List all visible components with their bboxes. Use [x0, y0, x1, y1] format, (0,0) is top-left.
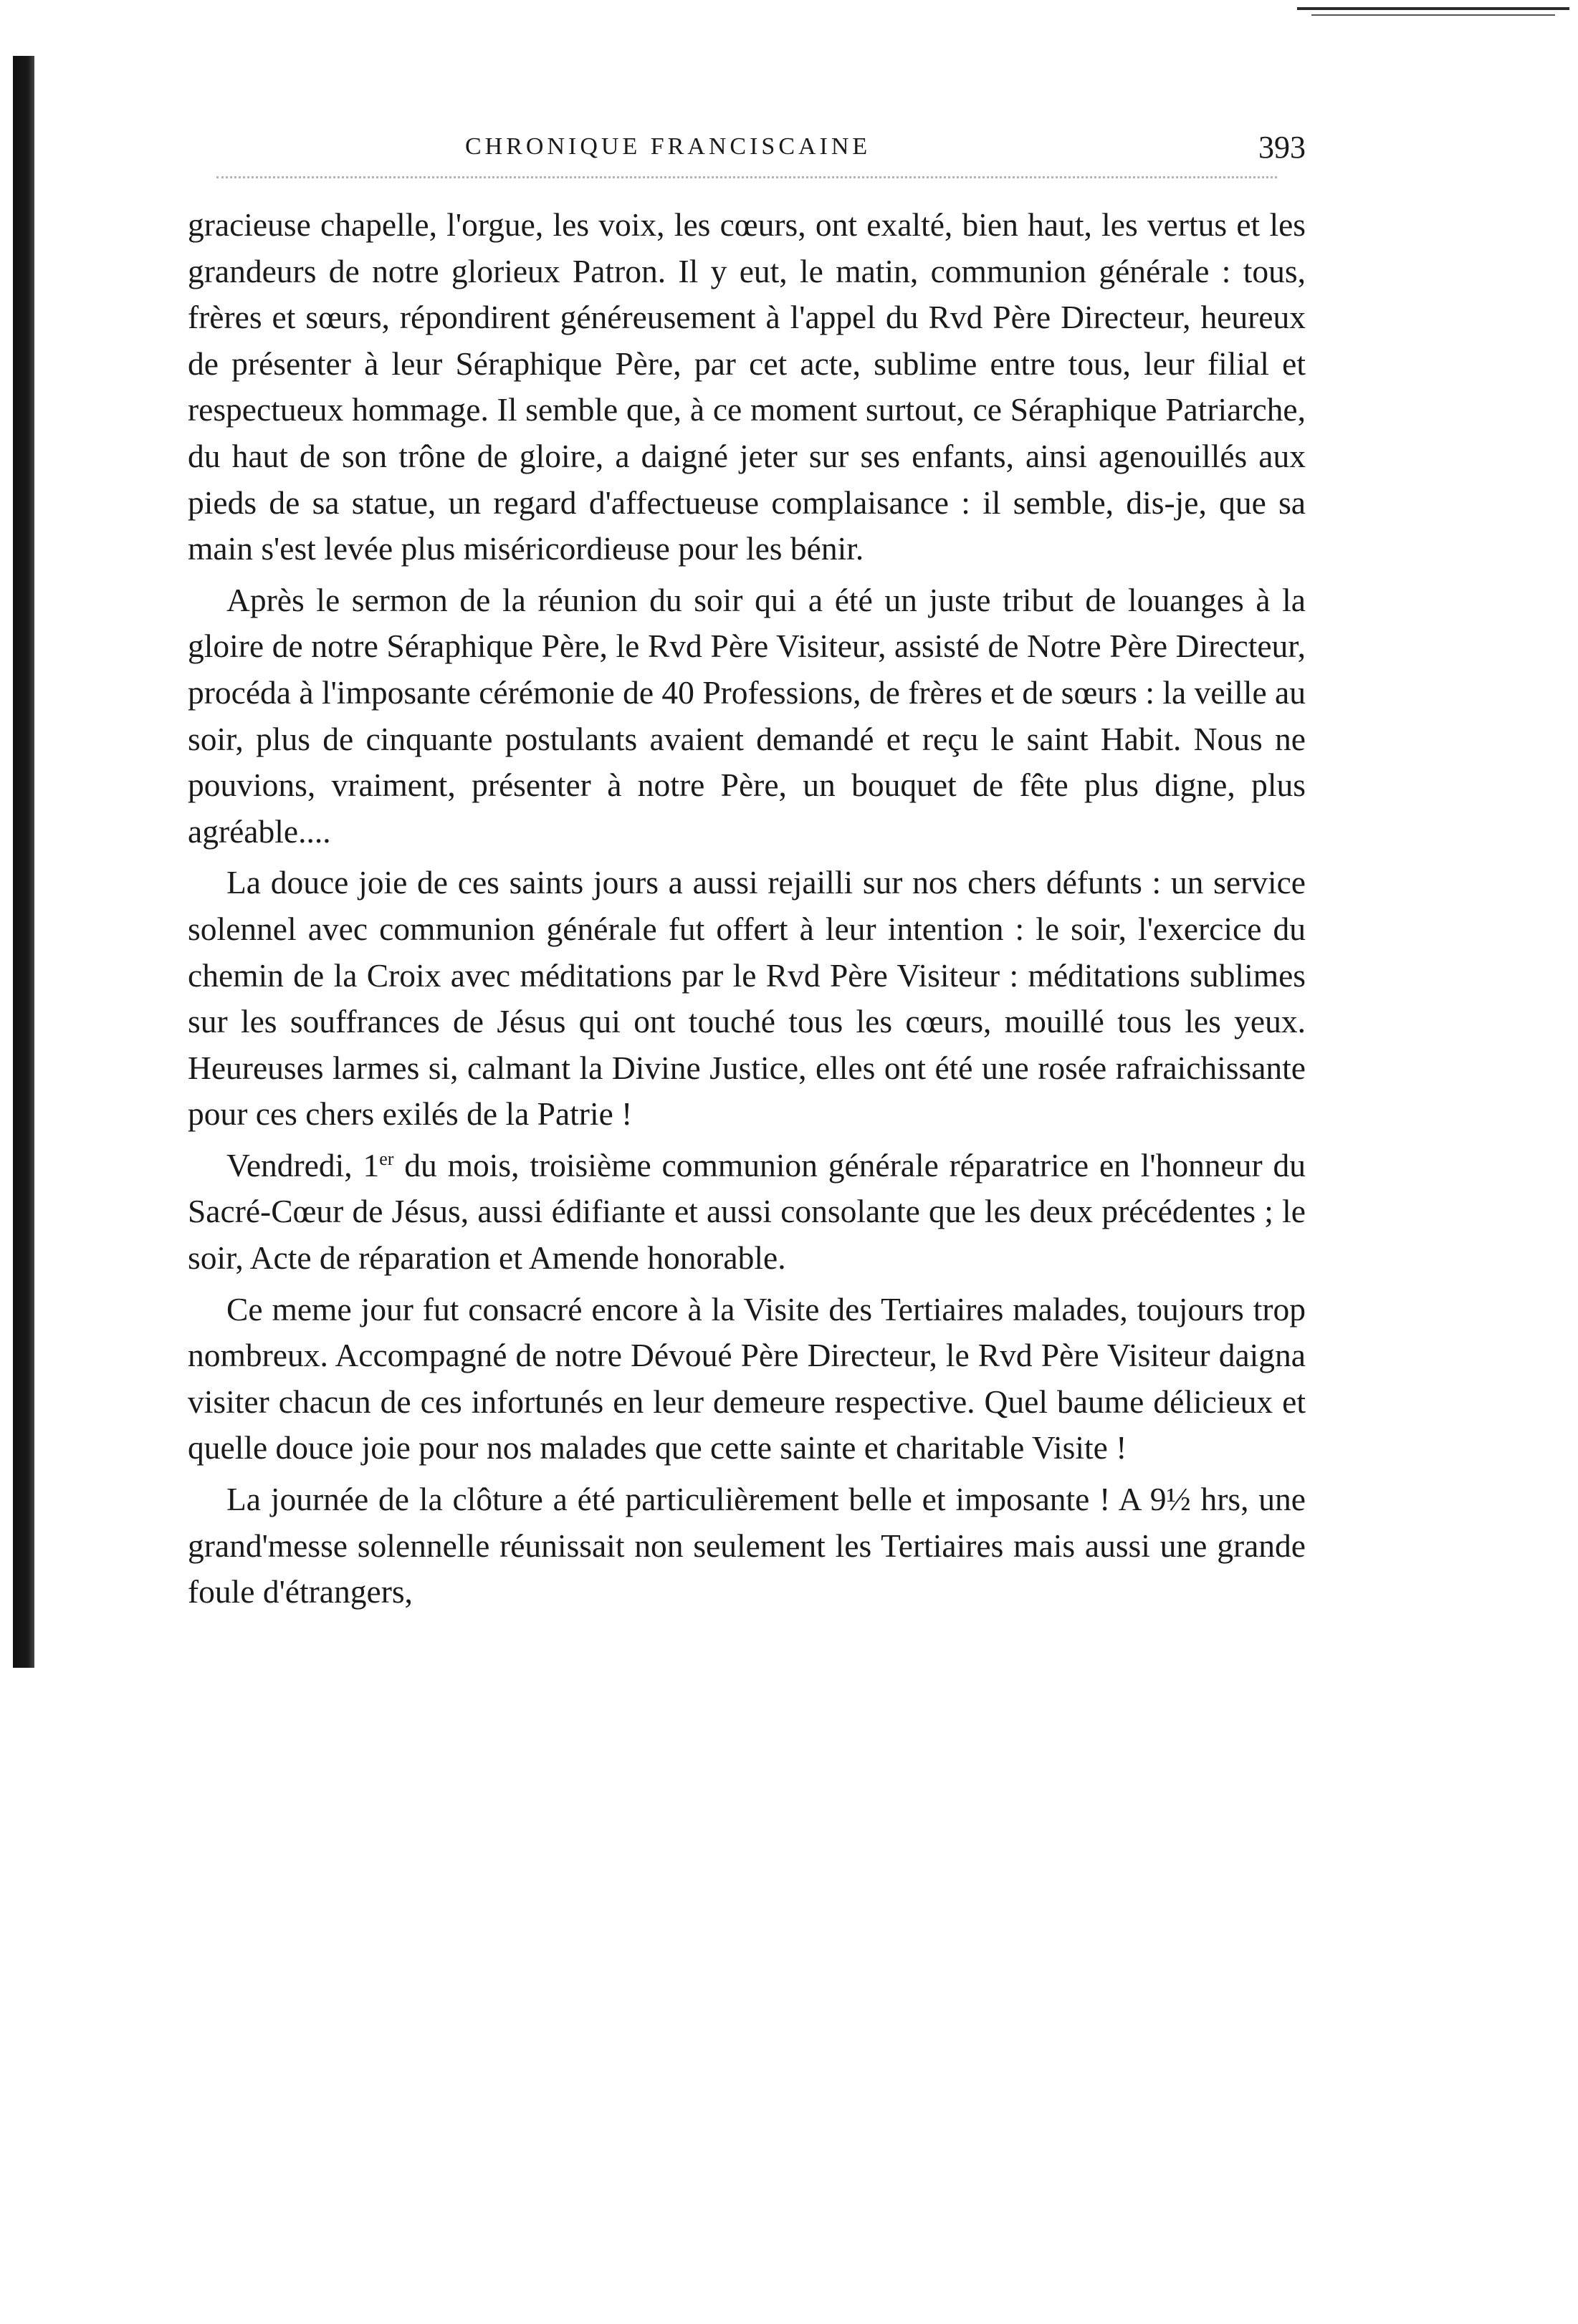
top-edge-rule — [1297, 7, 1569, 10]
header-rule — [216, 176, 1277, 178]
paragraph: Ce meme jour fut consacré encore à la Visite des Tertiaires malades, toujours trop nombreux. Accompagné de notre Dévoué Père Directeur, le Rvd Père Visiteur daigna visiter chacun de ces infortunés en leur demeure respective. Quel baume délicieux et quelle douce joie pour nos malades que cette sainte et charitable Visite ! — [188, 1290, 1306, 1466]
body-text — [188, 202, 1306, 1615]
page-binding-shadow — [13, 56, 34, 1668]
top-edge-rule-thin — [1311, 14, 1555, 16]
paragraph: La douce joie de ces saints jours a aussi rejailli sur nos chers défunts : un service solennel avec communion générale fut offert à leur intention : le soir, l'exercice du chemin de la Croix avec méditations par le Rvd Père Visiteur : méditations sublimes sur les souffrances de Jésus qui ont touché tous les cœurs, mouillé tous les yeux. Heureuses larmes si, calmant la Divine Justice, elles ont été une rosée rafraichissante pour ces chers exilés de la Patrie ! — [188, 864, 1306, 1133]
page-header — [188, 129, 1306, 172]
paragraph-text: Vendredi, 1 — [226, 1146, 380, 1183]
page-number: 393 — [1258, 130, 1306, 165]
paragraph: La journée de la clôture a été particulièrement belle et imposante ! A 9½ hrs, une grand'messe solennelle réunissait non seulement les Tertiaires mais aussi une grande foule d'étrangers, — [188, 1481, 1306, 1610]
paragraph — [188, 1143, 1306, 1282]
paragraph: Après le sermon de la réunion du soir qui a été un juste tribut de louanges à la gloire de notre Séraphique Père, le Rvd Père Visiteur, assisté de Notre Père Directeur, procéda à l'imposante cérémonie de 40 Professions, de frères et de sœurs : la veille au soir, plus de cinquante postulants avaient demandé et reçu le saint Habit. Nous ne pouvions, vraiment, présenter à notre Père, un bouquet de fête plus digne, plus agréable.... — [188, 581, 1306, 850]
paragraph-text: du mois, troisième communion générale réparatrice en l'honneur du Sacré-Cœur de Jésus, aussi édifiante et aussi consolante que les deux précédentes ; le soir, Acte de réparation et Amende honorable. — [188, 1146, 1306, 1277]
ordinal-superscript: er — [379, 1148, 394, 1169]
running-title: CHRONIQUE FRANCISCAINE — [465, 133, 871, 160]
paragraph: gracieuse chapelle, l'orgue, les voix, les cœurs, ont exalté, bien haut, les vertus et les grandeurs de notre glorieux Patron. Il y eut, le matin, communion générale : tous, frères et sœurs, répondirent généreusement à l'appel du Rvd Père Directeur, heureux de présenter à leur Séraphique Père, par cet acte, sublime entre tous, leur filial et respectueux hommage. Il semble que, à ce moment surtout, ce Séraphique Patriarche, du haut de son trône de gloire, a daigné jeter sur ses enfants, ainsi agenouillés aux pieds de sa statue, un regard d'affectueuse complaisance : il semble, dis-je, que sa main s'est levée plus miséricordieuse pour les bénir. — [188, 206, 1306, 567]
